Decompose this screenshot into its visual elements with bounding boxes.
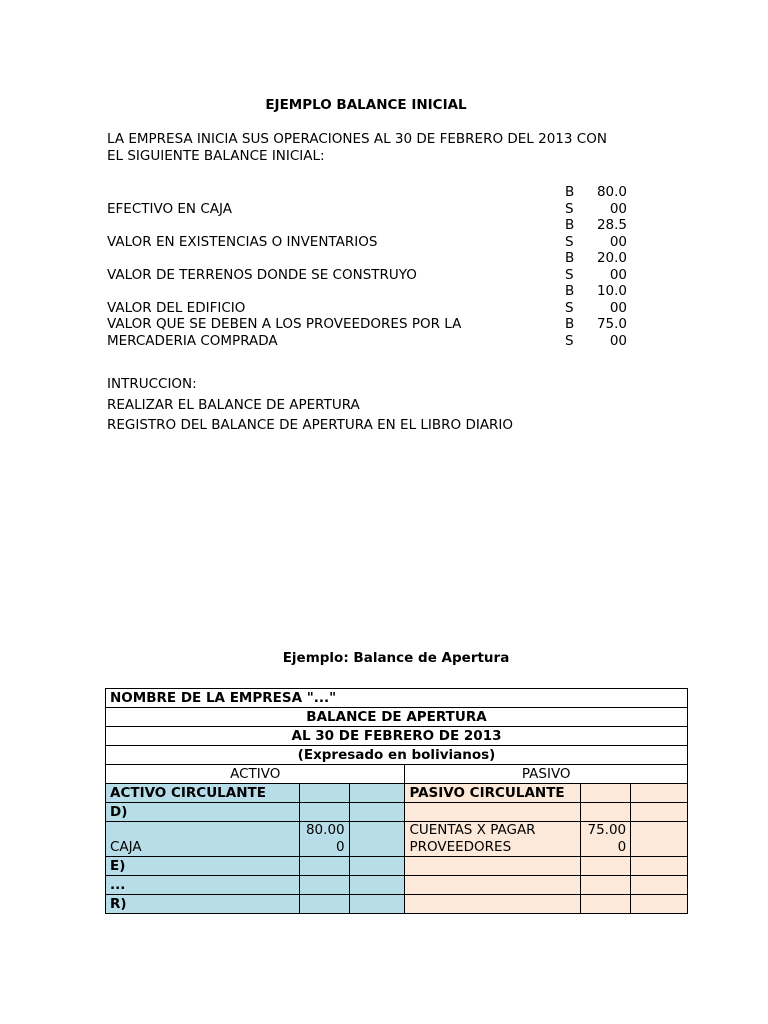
item-currency: B (565, 217, 575, 233)
cxp-amount-line-1: 75.00 (587, 822, 627, 838)
caja-amount-line-2: 0 (336, 839, 345, 855)
list-item (107, 333, 637, 350)
item-amount: 28.5 (596, 217, 627, 233)
item-label: VALOR QUE SE DEBEN A LOS PROVEEDORES POR LA (107, 316, 462, 332)
activo-total-cell (349, 876, 405, 895)
intro-line-2: EL SIGUIENTE BALANCE INICIAL: (107, 148, 325, 164)
activo-total-cell (349, 822, 405, 857)
activo-row-ellipsis: ... (106, 876, 300, 895)
intro-paragraph (107, 131, 647, 165)
company-name-cell: NOMBRE DE LA EMPRESA "..." (106, 689, 688, 708)
item-amount: 00 (609, 200, 627, 217)
item-amount: 20.0 (596, 250, 627, 266)
balance-date-cell: AL 30 DE FEBRERO DE 2013 (106, 727, 688, 746)
item-label: MERCADERIA COMPRADA (107, 332, 278, 349)
pasivo-total-cell (631, 895, 688, 914)
instruction-step-1: REALIZAR EL BALANCE DE APERTURA (107, 396, 360, 413)
document-title: EJEMPLO BALANCE INICIAL (265, 97, 467, 113)
list-item (107, 300, 637, 317)
pasivo-amount-cell (581, 876, 631, 895)
activo-total-cell (349, 895, 405, 914)
pasivo-label-cell (405, 857, 581, 876)
item-label: VALOR DEL EDIFICIO (107, 299, 246, 316)
list-item (107, 184, 637, 201)
list-item (107, 234, 637, 251)
activo-total-cell (349, 803, 405, 822)
item-currency: S (565, 233, 574, 250)
pasivo-amount-cell (581, 895, 631, 914)
activo-total-cell (349, 784, 405, 803)
item-currency: B (565, 316, 575, 332)
pasivo-label-cell (405, 876, 581, 895)
pasivo-total-cell (631, 784, 688, 803)
pasivo-circulante-cell: PASIVO CIRCULANTE (405, 784, 581, 803)
balance-currency-cell: (Expresado en bolivianos) (106, 746, 688, 765)
item-amount: 80.0 (596, 184, 627, 200)
item-currency: B (565, 184, 575, 200)
instructions (107, 374, 513, 436)
section-subtitle: Ejemplo: Balance de Apertura (282, 650, 510, 666)
activo-row-r: R) (106, 895, 300, 914)
pasivo-total-cell (631, 803, 688, 822)
list-item (107, 201, 637, 218)
pasivo-total-cell (631, 822, 688, 857)
caja-amount-cell (299, 822, 349, 857)
pasivo-header: PASIVO (405, 765, 688, 784)
cxp-amount-line-2: 0 (617, 839, 627, 855)
pasivo-total-cell (631, 876, 688, 895)
cxp-amount-cell (581, 822, 631, 857)
item-currency: S (565, 332, 574, 349)
item-amount: 75.0 (596, 316, 627, 332)
pasivo-amount-cell (581, 857, 631, 876)
caja-label-cell: CAJA (106, 822, 300, 857)
opening-balance-table (105, 688, 688, 914)
activo-amount-cell (299, 876, 349, 895)
item-amount: 00 (609, 299, 627, 316)
item-label: VALOR DE TERRENOS DONDE SE CONSTRUYO (107, 266, 417, 283)
cxp-line-2: PROVEEDORES (409, 839, 512, 855)
instruction-step-2: REGISTRO DEL BALANCE DE APERTURA EN EL LIBRO DIARIO (107, 417, 514, 433)
item-currency: S (565, 266, 574, 283)
item-amount: 00 (609, 233, 627, 250)
list-item (107, 250, 637, 267)
item-amount: 00 (609, 266, 627, 283)
list-item (107, 267, 637, 284)
item-currency: B (565, 283, 575, 299)
list-item (107, 217, 637, 234)
item-label: EFECTIVO EN CAJA (107, 200, 232, 217)
activo-row-d: D) (106, 803, 300, 822)
item-currency: B (565, 250, 575, 266)
activo-amount-cell (299, 857, 349, 876)
activo-amount-cell (299, 895, 349, 914)
activo-header: ACTIVO (106, 765, 405, 784)
activo-amount-cell (299, 784, 349, 803)
initial-items-list (107, 184, 637, 349)
activo-row-e: E) (106, 857, 300, 876)
pasivo-total-cell (631, 857, 688, 876)
list-item (107, 316, 637, 333)
intro-line-1: LA EMPRESA INICIA SUS OPERACIONES AL 30 DE FEBRERO DEL 2013 CON (107, 131, 607, 147)
item-label: VALOR EN EXISTENCIAS O INVENTARIOS (107, 233, 378, 250)
pasivo-label-cell (405, 895, 581, 914)
item-amount: 10.0 (596, 283, 627, 299)
activo-amount-cell (299, 803, 349, 822)
item-currency: S (565, 200, 574, 217)
activo-total-cell (349, 857, 405, 876)
instructions-heading: INTRUCCION: (107, 376, 197, 392)
cxp-line-1: CUENTAS X PAGAR (409, 822, 536, 838)
cuentas-por-pagar-cell (405, 822, 581, 857)
pasivo-label-cell (405, 803, 581, 822)
pasivo-amount-cell (581, 803, 631, 822)
caja-amount-line-1: 80.00 (305, 822, 345, 838)
activo-circulante-cell: ACTIVO CIRCULANTE (106, 784, 300, 803)
item-amount: 00 (609, 332, 627, 349)
pasivo-amount-cell (581, 784, 631, 803)
balance-heading-cell: BALANCE DE APERTURA (106, 708, 688, 727)
item-currency: S (565, 299, 574, 316)
list-item (107, 283, 637, 300)
